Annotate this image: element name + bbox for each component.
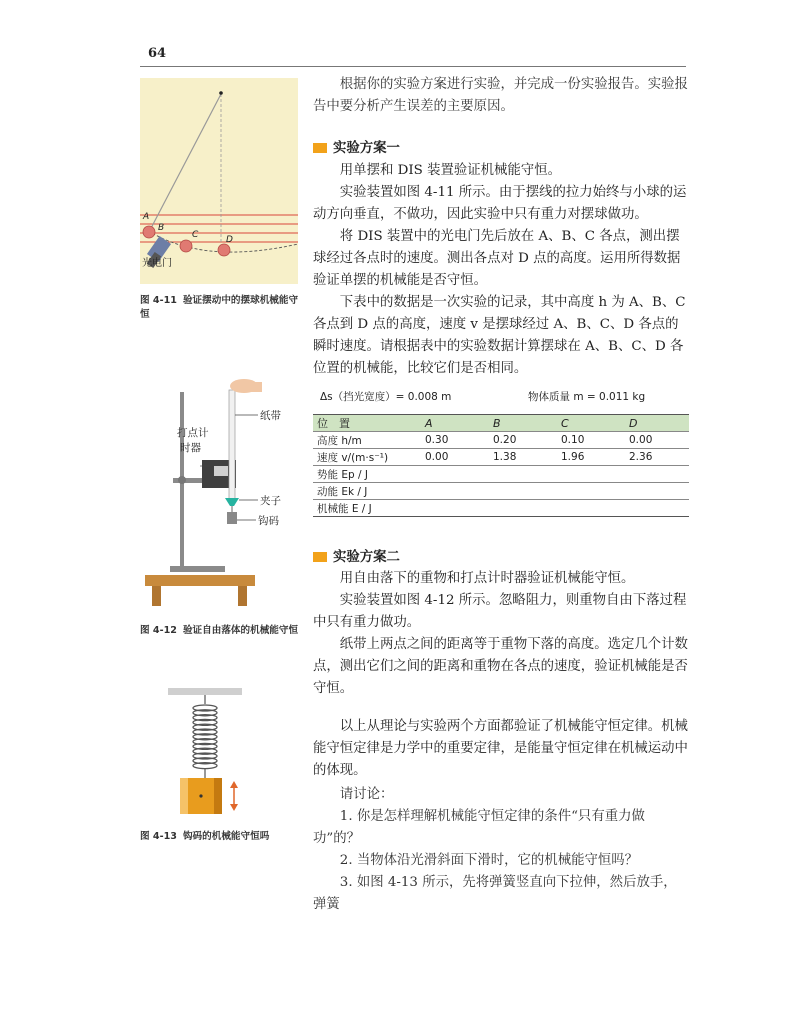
table-row	[313, 466, 689, 483]
table-cell: 速度 v/(m·s⁻¹)	[313, 449, 421, 466]
label-a: A	[143, 212, 150, 222]
discussion-label: 请讨论：	[339, 787, 394, 802]
table-header-cell: D	[625, 415, 689, 432]
scheme-1-text	[313, 160, 689, 380]
table-cell	[421, 466, 489, 483]
figure-4-11-number: 图 4-11	[140, 295, 177, 306]
figure-4-12-number: 图 4-12	[140, 625, 177, 636]
label-c: C	[192, 230, 199, 240]
figure-4-12-caption-text: 验证自由落体的机械能守恒	[182, 625, 299, 636]
scheme-1-paragraph-1: 用单摆和 DIS 装置验证机械能守恒。	[339, 163, 561, 178]
label-d: D	[226, 235, 233, 245]
figure-4-13	[168, 688, 248, 816]
timer-label-line2: 时器	[180, 442, 201, 454]
table-cell: 势能 Ep / J	[313, 466, 421, 483]
page-number: 64	[148, 46, 167, 61]
table-cell	[625, 466, 689, 483]
figure-4-11-caption	[140, 294, 300, 322]
table-mass-label: 物体质量 m = 0.011 kg	[528, 391, 646, 403]
table-cell: 机械能 E / J	[313, 500, 421, 517]
figure-4-12-caption	[140, 624, 300, 638]
discussion-question-2: 2. 当物体沿光滑斜面下滑时，它的机械能守恒吗？	[339, 853, 639, 868]
scheme-2-paragraph-3: 纸带上两点之间的距离等于重物下落的高度。选定几个计数点，测出它们之间的距离和重物在各点的速度，验证机械能是否守恒。	[313, 637, 688, 696]
figure-4-13-caption-text: 钩码的机械能守恒吗	[182, 831, 270, 842]
table-cell	[421, 500, 489, 517]
intro-paragraph: 根据你的实验方案进行实验，并完成一份实验报告。实验报告中要分析产生误差的主要原因。	[313, 77, 688, 114]
table-header-cell: C	[557, 415, 625, 432]
table-header-row	[313, 415, 689, 432]
scheme-2-paragraph-2: 实验装置如图 4-12 所示。忽略阻力，则重物自由下落过程中只有重力做功。	[313, 593, 687, 630]
table-header-cell: 位 置	[313, 415, 421, 432]
free-fall-apparatus	[140, 370, 300, 610]
conclusion-paragraph: 以上从理论与实验两个方面都验证了机械能守恒定律。机械能守恒定律是力学中的重要定律，是能量守恒定律在机械运动中的体现。	[313, 719, 688, 778]
table-cell: 2.36	[625, 449, 689, 466]
scheme-2-text	[313, 568, 689, 700]
table-header-cell: A	[421, 415, 489, 432]
table-cell	[489, 466, 557, 483]
discussion-block	[313, 784, 689, 916]
figure-4-11	[140, 78, 298, 284]
table-cell: 0.30	[421, 432, 489, 449]
discussion-question-1: 1. 你是怎样理解机械能守恒定律的条件“只有重力做功”的？	[313, 809, 645, 846]
table-cell: 0.10	[557, 432, 625, 449]
photogate-label: 光电门	[142, 258, 172, 269]
table-cell: 0.00	[421, 449, 489, 466]
table-header-cell: B	[489, 415, 557, 432]
table-cell	[557, 466, 625, 483]
scheme-1-title: 实验方案一	[333, 141, 400, 156]
table-width-label: Δs（挡光宽度）= 0.008 m	[320, 391, 452, 403]
table-cell	[625, 500, 689, 517]
table-row	[313, 449, 689, 466]
table-cell	[489, 500, 557, 517]
figure-4-12	[140, 370, 300, 610]
heading-marker	[313, 143, 327, 153]
header-rule	[140, 66, 686, 67]
scheme-1-paragraph-3: 将 DIS 装置中的光电门先后放在 A、B、C 各点，测出摆球经过各点时的速度。测出各点对 D 点的高度。运用所得数据验证单摆的机械能是否守恒。	[313, 229, 681, 288]
spring-weight-diagram	[168, 688, 248, 816]
table-cell: 1.38	[489, 449, 557, 466]
label-b: B	[158, 223, 165, 233]
clip-label: 夹子	[260, 495, 281, 507]
table-cell	[557, 500, 625, 517]
scheme-1-paragraph-2: 实验装置如图 4-11 所示。由于摆线的拉力始终与小球的运动方向垂直，不做功，因此实验中只有重力对摆球做功。	[313, 185, 687, 222]
table-cell	[625, 483, 689, 500]
data-table	[313, 414, 689, 517]
table-cell	[421, 483, 489, 500]
scheme-2-title: 实验方案二	[333, 550, 400, 565]
scheme-2-heading	[313, 546, 400, 565]
heading-marker	[313, 552, 327, 562]
table-cell: 动能 Ek / J	[313, 483, 421, 500]
figure-4-11-caption-text: 验证摆动中的摆球机械能守恒	[140, 295, 299, 320]
table-cell	[489, 483, 557, 500]
table-row	[313, 483, 689, 500]
table-cell: 高度 h/m	[313, 432, 421, 449]
figure-4-13-caption	[140, 830, 300, 844]
table-cell: 0.00	[625, 432, 689, 449]
scheme-1-heading	[313, 137, 400, 156]
timer-label-line1: 打点计	[177, 427, 209, 439]
table-row	[313, 500, 689, 517]
table-cell: 0.20	[489, 432, 557, 449]
scheme-2-paragraph-1: 用自由落下的重物和打点计时器验证机械能守恒。	[339, 571, 635, 586]
scheme-1-paragraph-4: 下表中的数据是一次实验的记录，其中高度 h 为 A、B、C 各点到 D 点的高度，速度 v 是摆球经过 A、B、C、D 各点的瞬时速度。请根据表中的实验数据计算摆球在 A、B、C、D 各位置的机械能，比较它们是否相同。	[313, 295, 686, 376]
table-cell: 1.96	[557, 449, 625, 466]
table-row	[313, 432, 689, 449]
table-cell	[557, 483, 625, 500]
figure-4-13-number: 图 4-13	[140, 831, 177, 842]
discussion-question-3: 3. 如图 4-13 所示，先将弹簧竖直向下拉伸，然后放手，弹簧	[313, 875, 677, 912]
paper-tape-label: 纸带	[260, 410, 281, 422]
weight-label: 钩码	[258, 515, 279, 527]
